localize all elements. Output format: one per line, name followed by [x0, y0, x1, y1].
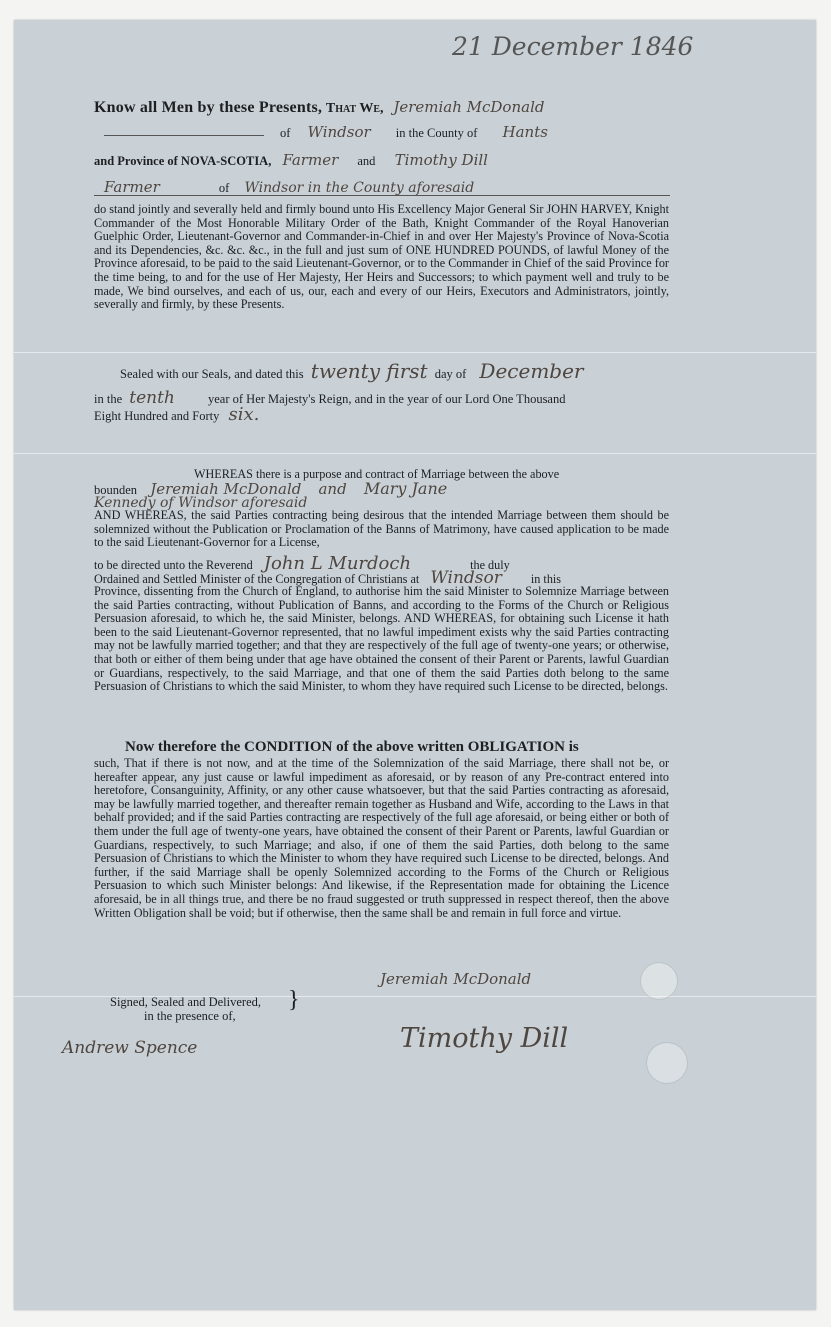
reverend-label: to be directed unto the Reverend: [94, 558, 253, 572]
heading-line-2: [280, 123, 548, 141]
party-1: Jeremiah McDonald: [150, 480, 302, 498]
reign-year: tenth: [129, 388, 175, 408]
signed-label-1: Signed, Sealed and Delivered,: [110, 995, 261, 1009]
year-text: Eight Hundred and Forty: [94, 409, 220, 423]
party-and: and: [318, 480, 347, 498]
paper-fold: [14, 452, 816, 454]
sealed-month: December: [479, 359, 584, 383]
in-the-label: in the: [94, 392, 123, 406]
province-label: and Province of NOVA-SCOTIA,: [94, 154, 272, 168]
sealed-text: Sealed with our Seals, and dated this: [120, 367, 304, 381]
heading-that-we: That We,: [325, 101, 384, 116]
heading-blackletter: Know all Men by these Presents,: [94, 99, 323, 116]
signed-sealed-label: [110, 995, 261, 1023]
obligation-word: OBLIGATION: [467, 739, 565, 755]
whereas-paragraph: AND WHEREAS, the said Parties contracting being desirous that the intended Marriage between them should be solemnized without the Publication or Proclamation of the Banns of Matrimony, have caused application to be made to the said Lieutenant-Governor for a License,: [94, 508, 669, 550]
bounden-label: bounden: [94, 483, 138, 497]
year-handwritten: six.: [228, 404, 260, 425]
paper-fold: [14, 351, 816, 353]
condition-paragraph: such, That if there is not now, and at the time of the Solemnization of the said Marriage, there shall not be, or hereafter appear, any just cause or lawful impediment as aforesaid, or by reason of any Pre-contract entered into heretofore, Consanguinity, Affinity, or any other cause whatsoever, but that the said Parties contracting as aforesaid, may be lawfully married together, and thereafter remain together as Husband and Wife, according to the Laws in that behalf provided; and if the said Parties contracting are respectively of the full age aforesaid, or being either or both of them under the full age of twenty-one years, have obtained the consent of their Parent or Parents, lawful Guardian or Guardians, respectively, to such Marriage; and also, if one of them the said Parties, doth belong to the same Persuasion of Christians to which the Minister to whom they have required such License to be directed, belongs. And further, if the said Marriage shall be openly Solemnized according to the Forms of the Church or Religious Persuasion to which such Minister belongs: And likewise, if the Representation made for obtaining the Licence aforesaid, be in all things true, and there be no fraud suggested or truth suppressed in respect thereof, then the above Written Obligation shall be void; but if otherwise, then the same shall be and remain in full force and virtue.: [94, 756, 669, 920]
condition-lead-3: is: [568, 739, 579, 755]
party-2: Mary Jane: [363, 479, 448, 498]
bond-name-1: Jeremiah McDonald: [393, 98, 545, 116]
document-date: 21 December 1846: [452, 32, 694, 61]
in-this-label: in this: [530, 572, 562, 586]
condition-word: CONDITION: [244, 739, 333, 755]
occupation-1: Farmer: [282, 151, 339, 169]
congregation-place: Windsor: [430, 568, 502, 588]
signature-1: Jeremiah McDonald: [380, 970, 532, 988]
bond-county: Hants: [502, 123, 548, 141]
heading-line-3: [94, 151, 488, 169]
and-label: and: [357, 154, 376, 168]
witness-signature: Andrew Spence: [62, 1038, 198, 1058]
day-of-label: day of: [434, 367, 467, 381]
signed-label-2: in the presence of,: [144, 1009, 236, 1023]
sealed-line: [120, 359, 583, 383]
blank-line: [104, 135, 264, 136]
whereas-line-1: WHEREAS there is a purpose and contract of Marriage between the above: [194, 467, 560, 481]
heading-line: [94, 98, 544, 117]
condition-lead: Now therefore the: [125, 739, 241, 755]
minister-name: John L Murdoch: [263, 553, 412, 574]
bond-place-1: Windsor: [307, 123, 371, 141]
bracket-glyph: }: [288, 987, 300, 1013]
sealed-day: twenty first: [310, 359, 428, 383]
party-2-continued: Kennedy of Windsor aforesaid: [94, 495, 308, 511]
signature-2: Timothy Dill: [400, 1023, 569, 1054]
bond-name-2: Timothy Dill: [394, 151, 488, 169]
bond-place-2: Windsor in the County aforesaid: [244, 180, 475, 196]
wax-seal: [646, 1042, 688, 1084]
of-label: of: [280, 126, 291, 140]
county-label: in the County of: [395, 126, 478, 140]
wax-seal: [640, 962, 678, 1000]
condition-lead-2: of the above written: [336, 739, 464, 755]
year-line: [94, 404, 259, 425]
reign-text: year of Her Majesty's Reign, and in the year of our Lord One Thousand: [208, 392, 566, 406]
of-label-2: of: [218, 181, 230, 195]
bond-paragraph: do stand jointly and severally held and firmly bound unto His Excellency Major General Sir JOHN HARVEY, Knight Commander of the Most Honorable Military Order of the Bath, Knight Commander of the Royal Hanoverian Guelphic Order, Lieutenant-Governor and Commander-in-Chief in and over Her Majesty's Province of Nova-Scotia and its Dependencies, &c. &c. &c., in the full and just sum of ONE HUNDRED POUNDS, of lawful Money of the Province aforesaid, to be paid to the said Lieutenant-Governor, or to the Commander in Chief of the said Province for the time being, to and for the use of Her Majesty, Her Heirs and Successors; to which payment well and truly to be made, We bind ourselves, and each of us, our, each and every of our Heirs, Executors and Administrators, jointly, severally and firmly, by these Presents.: [94, 202, 669, 312]
condition-heading: [125, 739, 579, 756]
blank-line: [94, 195, 670, 196]
heading-line-4: [94, 178, 474, 196]
duly-label: the duly: [470, 558, 510, 572]
whereas-paragraph-2: Province, dissenting from the Church of England, to authorise him the said Minister to Solemnize Marriage between the said Parties contracting, without Publication of Banns, and according to the Forms of the Church or Religious Persuasion aforesaid, to which he, the said Minister, belongs. AND WHEREAS, for obtaining such License it hath been to the said Lieutenant-Governor represented, that no lawful impediment exists why the said Parties contracting may not be lawfully married together; and that they are respectively of the full age of twenty-one years; or otherwise, that both or either of them being under that age have obtained the consent of their Parent or Parents, lawful Guardian or Guardians, respectively, to the said Marriage, and that one of them the said Parties doth belong to the same Persuasion of Christians to which the said Minister, to whom they have required such License to be directed, belongs.: [94, 584, 669, 694]
occupation-2: Farmer: [104, 178, 160, 196]
congregation-label: Ordained and Settled Minister of the Congregation of Christians at: [94, 572, 420, 586]
marriage-bond-document: [14, 20, 816, 1310]
